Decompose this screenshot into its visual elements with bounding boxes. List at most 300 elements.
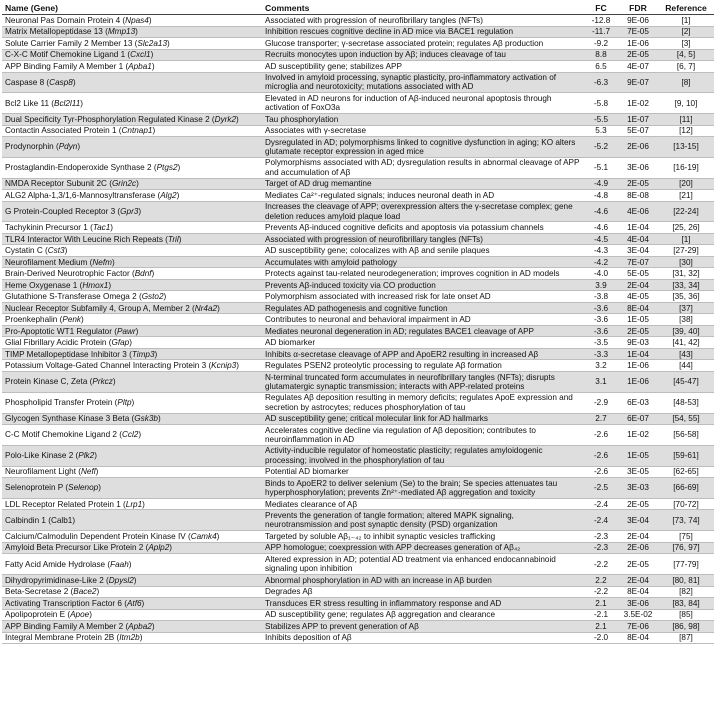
gene-name-close: ) [150,50,154,60]
gene-name-close: ) [95,467,99,477]
fdr-cell: 2E-05 [618,325,658,337]
gene-name-close: ) [112,377,116,387]
reference-cell: [73, 74] [658,510,714,531]
reference-cell: [76, 97] [658,542,714,554]
gene-name: Glycogen Synthase Kinase 3 Beta ( [5,414,135,424]
gene-name-cell [2,609,262,621]
gene-name-close: ) [131,398,135,408]
table-row [2,360,714,372]
reference-cell: [83, 84] [658,598,714,610]
gene-name: Dual Specificity Tyr-Phosphorylation Regulated Kinase 2 ( [5,114,215,124]
reference-cell: [1] [658,15,714,27]
gene-name-close: ) [98,483,101,493]
comment-cell: Prevents Aβ-induced toxicity via CO production [262,279,584,291]
gene-name-close: ) [96,587,100,597]
fc-cell: 6.5 [584,61,618,73]
comment-cell: Involved in amyloid processing, synaptic plasticity, pro-inflammatory activation of microglia and neurotoxicity; mutations associated with AD [262,72,584,93]
fdr-cell: 1E-02 [618,425,658,446]
gene-name: Neuronal Pas Domain Protein 4 ( [5,15,126,25]
table-row [2,256,714,268]
fdr-cell: 3E-06 [618,598,658,610]
gene-symbol: Selenop [68,483,99,493]
gene-name-cell [2,190,262,202]
gene-name: Potassium Voltage-Gated Channel Interacting Protein 3 ( [5,361,212,371]
fc-cell: -4.0 [584,268,618,280]
fc-cell: 8.8 [584,49,618,61]
table-row [2,157,714,178]
gene-symbol: Lrp1 [125,499,143,509]
gene-symbol: Gsto2 [141,292,164,302]
fdr-cell: 1E-04 [618,222,658,234]
reference-cell: [56-58] [658,425,714,446]
gene-name-cell [2,268,262,280]
gene-name-cell [2,72,262,93]
gene-name-close: ) [167,38,170,48]
fc-cell: 3.1 [584,371,618,392]
fdr-cell: 8E-04 [618,632,658,644]
gene-symbol: Bdnf [134,269,152,279]
gene-symbol: Pawr [116,326,136,336]
comment-cell: Tau phosphorylation [262,114,584,126]
gene-name-close: ) [139,633,143,643]
gene-name-close: ) [236,114,239,124]
gene-name-cell [2,510,262,531]
table-row [2,114,714,126]
header-fc: FC [584,2,618,15]
comment-cell: AD susceptibility gene; regulates Aβ aggregation and clearance [262,609,584,621]
gene-symbol: Cntnap1 [121,126,153,136]
gene-name-cell [2,498,262,510]
gene-table [2,2,714,644]
reference-cell: [54, 55] [658,413,714,425]
table-row [2,531,714,543]
table-row [2,201,714,222]
fdr-cell: 7E-05 [618,26,658,38]
fdr-cell: 5E-07 [618,125,658,137]
reference-cell: [9, 10] [658,93,714,114]
gene-name: Neurofilament Light ( [5,467,81,477]
table-row [2,245,714,257]
gene-name-cell [2,38,262,50]
reference-cell: [2] [658,26,714,38]
header-reference: Reference [658,2,714,15]
gene-name-cell [2,157,262,178]
fdr-cell: 4E-05 [618,291,658,303]
gene-symbol: Bace2 [73,587,97,597]
table-row [2,93,714,114]
gene-name: TIMP Metallopeptidase Inhibitor 3 ( [5,349,132,359]
fdr-cell: 1E-06 [618,371,658,392]
gene-name-cell [2,554,262,575]
gene-name-close: ) [152,126,156,136]
fdr-cell: 2E-05 [618,49,658,61]
gene-name: Glutathione S-Transferase Omega 2 ( [5,292,142,302]
reference-cell: [8] [658,72,714,93]
gene-symbol: Timp3 [131,349,155,359]
gene-name-cell [2,575,262,587]
table-body [2,15,714,644]
fc-cell: -4.9 [584,178,618,190]
gene-name-close: ) [94,451,97,461]
comment-cell: Polymorphisms associated with AD; dysregulation results in abnormal cleavage of APP and accumulation of Aβ [262,157,584,178]
gene-symbol: Kcnip3 [211,361,237,371]
gene-name-cell [2,26,262,38]
reference-cell: [59-61] [658,445,714,466]
comment-cell: Stabilizes APP to prevent generation of Aβ [262,621,584,633]
gene-name: Tachykinin Precursor 1 ( [5,223,93,233]
gene-name-close: ) [111,257,115,267]
fdr-cell: 8E-08 [618,190,658,202]
fdr-cell: 1E-07 [618,114,658,126]
gene-name-cell [2,466,262,478]
gene-name-close: ) [177,163,181,173]
fc-cell: -3.5 [584,337,618,349]
gene-symbol: Atf6 [126,598,142,608]
gene-name: APP Binding Family A Member 2 ( [5,621,129,631]
fc-cell: 3.2 [584,360,618,372]
fc-cell: -5.1 [584,157,618,178]
gene-name-cell [2,445,262,466]
gene-symbol: Casp8 [49,77,73,87]
gene-name-close: ) [141,598,145,608]
gene-name: Matrix Metallopeptidase 13 ( [5,27,108,37]
gene-name-close: ) [148,15,152,25]
gene-name-cell [2,302,262,314]
reference-cell: [41, 42] [658,337,714,349]
gene-name-cell [2,125,262,137]
table-row [2,510,714,531]
gene-name-cell [2,348,262,360]
gene-name-close: ) [81,315,84,325]
gene-symbol: Ccl2 [121,430,139,440]
fc-cell: -2.1 [584,609,618,621]
gene-name-close: ) [142,499,145,509]
comment-cell: Recruits monocytes upon induction by Aβ; induces cleavage of tau [262,49,584,61]
fdr-cell: 3E-04 [618,510,658,531]
gene-symbol: Gfap [111,338,130,348]
gene-name-cell [2,598,262,610]
table-row [2,621,714,633]
comment-cell: Regulates AD pathogenesis and cognitive function [262,302,584,314]
gene-name: Calbindin 1 (Calb1) [5,515,76,525]
gene-name-close: ) [89,610,92,620]
gene-name-cell [2,621,262,633]
reference-cell: [35, 36] [658,291,714,303]
fc-cell: -4.3 [584,245,618,257]
reference-cell: [62-65] [658,466,714,478]
gene-name: Cystatin C ( [5,246,48,256]
fdr-cell: 9E-06 [618,15,658,27]
comment-cell: Mediates neuronal degeneration in AD; regulates BACE1 cleavage of APP [262,325,584,337]
fdr-cell: 7E-07 [618,256,658,268]
comment-cell: Transduces ER stress resulting in inflammatory response and AD [262,598,584,610]
gene-name-cell [2,61,262,73]
fc-cell: 3.9 [584,279,618,291]
table-row [2,26,714,38]
gene-name-close: ) [169,543,173,553]
gene-symbol: Slc2a13 [137,38,167,48]
gene-name: C-X-C Motif Chemokine Ligand 1 ( [5,50,131,60]
fc-cell: -3.6 [584,302,618,314]
gene-name: Fatty Acid Amide Hydrolase ( [5,559,111,569]
fdr-cell: 3E-05 [618,466,658,478]
fdr-cell: 3E-04 [618,245,658,257]
table-row [2,137,714,158]
comment-cell: APP homologue; coexpression with APP decreases generation of Aβ₄₂ [262,542,584,554]
gene-name-close: ) [136,179,139,189]
gene-name-cell [2,586,262,598]
gene-name-cell [2,114,262,126]
table-row [2,279,714,291]
comment-cell: AD susceptibility gene; critical molecular link for AD hallmarks [262,413,584,425]
comment-cell: Accumulates with amyloid pathology [262,256,584,268]
gene-name: Pro-Apoptotic WT1 Regulator ( [5,326,117,336]
reference-cell: [31, 32] [658,268,714,280]
fc-cell: -3.6 [584,314,618,326]
fc-cell: -12.8 [584,15,618,27]
reference-cell: [44] [658,360,714,372]
fc-cell: 2.1 [584,598,618,610]
gene-name-cell [2,233,262,245]
fdr-cell: 1E-04 [618,348,658,360]
fc-cell: 2.1 [584,621,618,633]
fc-cell: -2.9 [584,392,618,413]
table-row [2,554,714,575]
gene-name-close: ) [151,61,155,71]
gene-name: Selenoprotein P ( [5,483,69,493]
fdr-cell: 2E-04 [618,279,658,291]
gene-name-close: ) [163,292,167,302]
gene-symbol: Tril [167,234,179,244]
fc-cell: -5.2 [584,137,618,158]
gene-name: Prostaglandin-Endoperoxide Synthase 2 ( [5,163,157,173]
comment-cell: Degrades Aβ [262,586,584,598]
comment-cell: Altered expression in AD; potential AD treatment via enhanced endocannabinoid signaling upon inhibition [262,554,584,575]
gene-name: Nuclear Receptor Subfamily 4, Group A, Member 2 ( [5,303,195,313]
gene-name: Phospholipid Transfer Protein ( [5,398,118,408]
gene-symbol: Apoe [70,610,90,620]
gene-name: Polo-Like Kinase 2 ( [5,451,79,461]
gene-symbol: Aplp2 [148,543,170,553]
fc-cell: -2.5 [584,478,618,499]
comment-cell: Abnormal phosphorylation in AD with an increase in Aβ burden [262,575,584,587]
fc-cell: 2.2 [584,575,618,587]
gene-name-cell [2,178,262,190]
fdr-cell: 1E-06 [618,360,658,372]
gene-name: Amyloid Beta Precursor Like Protein 2 ( [5,543,149,553]
table-header [2,2,714,15]
fc-cell: 2.7 [584,413,618,425]
table-row [2,413,714,425]
gene-name-cell [2,632,262,644]
gene-name-close: ) [217,303,220,313]
comment-cell: Inhibits α-secretase cleavage of APP and ApoER2 resulting in increased Aβ [262,348,584,360]
reference-cell: [45-47] [658,371,714,392]
fc-cell: -3.8 [584,291,618,303]
gene-symbol: Apba1 [128,61,152,71]
comment-cell: AD susceptibility gene; stabilizes APP [262,61,584,73]
comment-cell: Inhibits deposition of Aβ [262,632,584,644]
reference-cell: [38] [658,314,714,326]
fdr-cell: 3.5E-02 [618,609,658,621]
gene-name-cell [2,325,262,337]
fdr-cell: 4E-04 [618,233,658,245]
reference-cell: [3] [658,38,714,50]
gene-name: Calcium/Calmodulin Dependent Protein Kinase IV ( [5,531,191,541]
reference-cell: [6, 7] [658,61,714,73]
gene-name-close: ) [129,338,132,348]
table-row [2,38,714,50]
gene-name-cell [2,425,262,446]
fc-cell: -4.2 [584,256,618,268]
reference-cell: [11] [658,114,714,126]
gene-symbol: Pltp [117,398,132,408]
gene-name-cell [2,314,262,326]
gene-name-cell [2,478,262,499]
fc-cell: -6.3 [584,72,618,93]
table-row [2,268,714,280]
gene-table-container [2,2,714,644]
comment-cell: Binds to ApoER2 to deliver selenium (Se) to the brain; Se species attenuates tau hyperphosphorylation; prevents Zn²⁺-mediated Aβ aggregation and toxicity [262,478,584,499]
comment-cell: Associated with progression of neurofibrillary tangles (NFTs) [262,15,584,27]
header-row [2,2,714,15]
header-name: Name (Gene) [2,2,262,15]
fdr-cell: 6E-07 [618,413,658,425]
comment-cell: Activity-inducible regulator of homeostatic plasticity; regulates amyloidogenic processing; involved in the phosphorylation of tau [262,445,584,466]
gene-name-close: ) [216,531,220,541]
gene-name-cell [2,93,262,114]
gene-symbol: Apba2 [128,621,152,631]
table-row [2,222,714,234]
gene-name-close: ) [72,77,76,87]
gene-name-close: ) [138,430,142,440]
gene-name-close: ) [64,246,68,256]
comment-cell: Inhibition rescues cognitive decline in AD mice via BACE1 regulation [262,26,584,38]
fc-cell: -2.6 [584,445,618,466]
gene-name-close: ) [157,414,161,424]
gene-name: Protein Kinase C, Zeta ( [5,377,93,387]
table-row [2,348,714,360]
fdr-cell: 2E-05 [618,498,658,510]
fc-cell: -11.7 [584,26,618,38]
comment-cell: Elevated in AD neurons for induction of Aβ-induced neuronal apoptosis through activation of FoxO3a [262,93,584,114]
gene-name-cell [2,392,262,413]
comment-cell: Dysregulated in AD; polymorphisms linked to cognitive dysfunction in aging; KO alters glutamate receptor expression in aged mice [262,137,584,158]
comment-cell: Glucose transporter; γ-secretase associated protein; regulates Aβ production [262,38,584,50]
fc-cell: -5.8 [584,93,618,114]
gene-symbol: Itm2b [119,633,140,643]
gene-symbol: Cxcl1 [130,50,151,60]
gene-symbol: Nefl [81,467,96,477]
fdr-cell: 2E-05 [618,178,658,190]
comment-cell: Contributes to neuronal and behavioral impairment in AD [262,314,584,326]
gene-symbol: Plk2 [78,451,95,461]
reference-cell: [22-24] [658,201,714,222]
gene-symbol: Bcl2l11 [54,98,81,108]
gene-symbol: Dyrk2 [214,114,237,124]
fdr-cell: 3E-03 [618,478,658,499]
reference-cell: [16-19] [658,157,714,178]
comment-cell: Mediates clearance of Aβ [262,498,584,510]
table-row [2,632,714,644]
gene-name: APP Binding Family A Member 1 ( [5,61,129,71]
fc-cell: -4.6 [584,222,618,234]
gene-name-cell [2,279,262,291]
fc-cell: -2.6 [584,425,618,446]
gene-symbol: Npas4 [125,15,149,25]
gene-name-close: ) [151,621,155,631]
gene-name-cell [2,49,262,61]
table-row [2,233,714,245]
reference-cell: [30] [658,256,714,268]
gene-name: Dihydropyrimidinase-Like 2 ( [5,575,109,585]
fc-cell: -2.3 [584,542,618,554]
comment-cell: Accelerates cognitive decline via regulation of Aβ deposition; contributes to neuroinflammation in AD [262,425,584,446]
gene-name-close: ) [178,234,182,244]
gene-name-cell [2,413,262,425]
gene-name-cell [2,360,262,372]
fc-cell: -3.6 [584,325,618,337]
gene-name-cell [2,201,262,222]
fc-cell: -2.4 [584,510,618,531]
fdr-cell: 2E-04 [618,531,658,543]
table-row [2,542,714,554]
gene-name-close: ) [236,361,239,371]
gene-name: G Protein-Coupled Receptor 3 ( [5,206,121,216]
gene-name-close: ) [108,280,112,290]
gene-symbol: Hmox1 [82,280,109,290]
gene-symbol: Alg2 [160,190,177,200]
table-row [2,575,714,587]
reference-cell: [48-53] [658,392,714,413]
fdr-cell: 1E-02 [618,93,658,114]
comment-cell: Associates with γ-secretase [262,125,584,137]
gene-symbol: Tac1 [92,223,111,233]
reference-cell: [20] [658,178,714,190]
comment-cell: AD biomarker [262,337,584,349]
table-row [2,425,714,446]
comment-cell: Potential AD biomarker [262,466,584,478]
table-row [2,190,714,202]
gene-name-close: ) [135,326,139,336]
fc-cell: -2.2 [584,586,618,598]
table-row [2,325,714,337]
gene-name-cell [2,137,262,158]
table-row [2,49,714,61]
gene-name-cell [2,291,262,303]
gene-symbol: Nr4a2 [194,303,218,313]
gene-name: Neurofilament Medium ( [5,257,93,267]
fdr-cell: 2E-06 [618,137,658,158]
gene-name: Solute Carrier Family 2 Member 13 ( [5,38,138,48]
fdr-cell: 4E-07 [618,61,658,73]
fdr-cell: 3E-06 [618,157,658,178]
reference-cell: [1] [658,233,714,245]
reference-cell: [27-29] [658,245,714,257]
fc-cell: -2.0 [584,632,618,644]
table-row [2,291,714,303]
comment-cell: Prevents the generation of tangle formation; altered MAPK signaling, neurotransmission and post synaptic density (PSD) organization [262,510,584,531]
table-row [2,178,714,190]
gene-name-close: ) [138,206,142,216]
table-row [2,371,714,392]
gene-name-close: ) [151,269,155,279]
gene-name-close: ) [110,223,114,233]
fdr-cell: 8E-04 [618,586,658,598]
table-row [2,478,714,499]
gene-symbol: Grin2c [111,179,137,189]
fdr-cell: 1E-05 [618,314,658,326]
